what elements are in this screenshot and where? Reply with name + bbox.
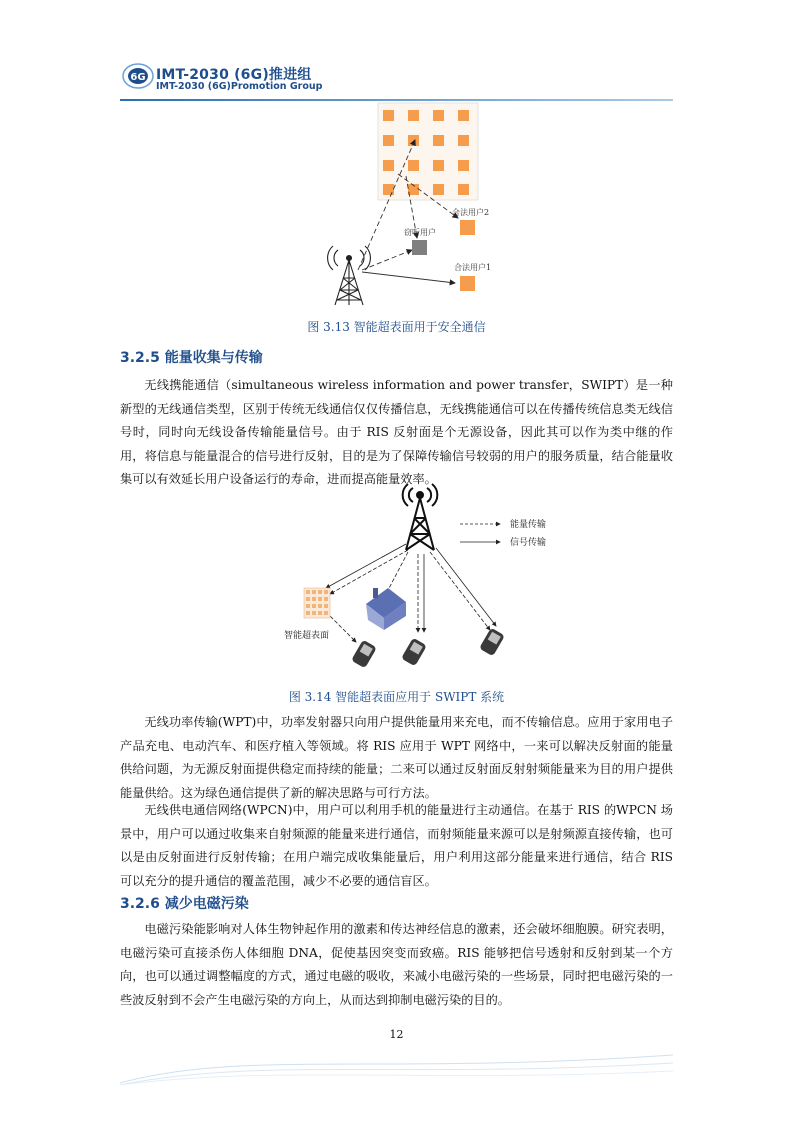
phone-icon [401, 638, 427, 667]
ray-to-phone-3-signal [436, 548, 496, 626]
figure-3-13 [320, 100, 520, 315]
header-title: IMT-2030 (6G)推进组 [156, 67, 312, 83]
ray-to-ris-signal [326, 544, 406, 588]
figure-3-13-caption: 图 3.13 智能超表面用于安全通信 [307, 320, 486, 334]
header [0, 0, 793, 105]
phone-icon [479, 628, 505, 657]
paragraph-swipt: 无线携能通信（simultaneous wireless information and power transfer，SWIPT）是一种新型的无线通信类型，区别于传统无线通信仅仅传播信息，无线携能通信可以在传播传统信息类无线信号时，同时向无线设备传输能量信号。由于 RIS 反射面是个无源设备，因此其可以作为类中继的作用，将信息与能量混合的信号进行反射，目的是为了保障传输信号较弱的用户的服务质量，结合能量收集可以有效延长用户设备运行的寿命，进而提高能量效率。 [120, 378, 673, 487]
legit-user-2 [460, 220, 475, 235]
user1-label: 合法用户1 [454, 263, 492, 272]
base-station-icon [403, 484, 438, 550]
logo-icon [122, 62, 154, 90]
eavesdropper-label: 窃听用户 [404, 228, 436, 237]
phone-icon [351, 640, 377, 669]
header-subtitle: IMT-2030 (6G)Promotion Group [156, 81, 323, 92]
footer-wave-decoration [120, 1045, 673, 1085]
section-heading-3-2-5: 3.2.5 能量收集与传输 [120, 350, 263, 366]
base-station-icon [328, 246, 371, 305]
paragraph-emp: 电磁污染能影响对人体生物钟起作用的激素和传达神经信息的激素，还会破坏细胞膜。研究表明，电磁污染可直接杀伤人体细胞 DNA，促使基因突变而致癌。RIS 能够把信号透射和反射到某一个方向，也可以通过调整幅度的方式，通过电磁的吸收，来减小电磁污染的一些场景，同时把电磁污染的一些波反射到不会产生电磁污染的方向上，从而达到抑制电磁污染的目的。 [120, 922, 673, 1007]
ray-to-ris [330, 550, 408, 594]
user2-label: 合法用户2 [452, 208, 490, 217]
logo-text: 6G [130, 72, 146, 83]
ray-to-house [386, 552, 408, 594]
legit-user-1 [460, 276, 475, 291]
ray-bs-to-user1 [362, 272, 455, 283]
figure-3-14-caption: 图 3.14 智能超表面应用于 SWIPT 系统 [288, 690, 505, 704]
page-number: 12 [389, 1028, 404, 1041]
eavesdropper-user [412, 240, 427, 255]
ris-panel [304, 588, 330, 618]
paragraph-wpcn: 无线供电通信网络(WPCN)中，用户可以利用手机的能量进行主动通信。在基于 RIS 的WPCN 场景中，用户可以通过收集来自射频源的能量来进行通信，而射频能量来源可以是射频源直接传输，也可以是由反射面进行反射传输；在用户端完成收集能量后，用户利用这部分能量来进行通信，结合 RIS 可以充分的提升通信的覆盖范围，减少不必要的通信盲区。 [120, 803, 673, 888]
legend-signal-label: 信号传输 [510, 538, 547, 548]
ray-to-phone-3 [430, 552, 490, 630]
legend-energy-label: 能量传输 [510, 520, 547, 530]
section-heading-3-2-6: 3.2.6 减少电磁污染 [120, 896, 249, 912]
ris-label: 智能超表面 [284, 631, 330, 641]
ray-ris-to-phone-1 [326, 612, 356, 642]
figure-3-14 [278, 482, 568, 672]
paragraph-wpt: 无线功率传输(WPT)中，功率发射器只向用户提供能量用来充电，而不传输信息。应用于家用电子产品充电、电动汽车、和医疗植入等领域。将 RIS 应用于 WPT 网络中，一来可以解决反射面的能量供给问题，为无源反射面提供稳定而持续的能量；二来可以通过反射面反射射频能量来为目的用户提供能量供给。这为绿色通信提供了新的解决思路与可行方法。 [120, 715, 673, 800]
house-icon [366, 588, 406, 630]
